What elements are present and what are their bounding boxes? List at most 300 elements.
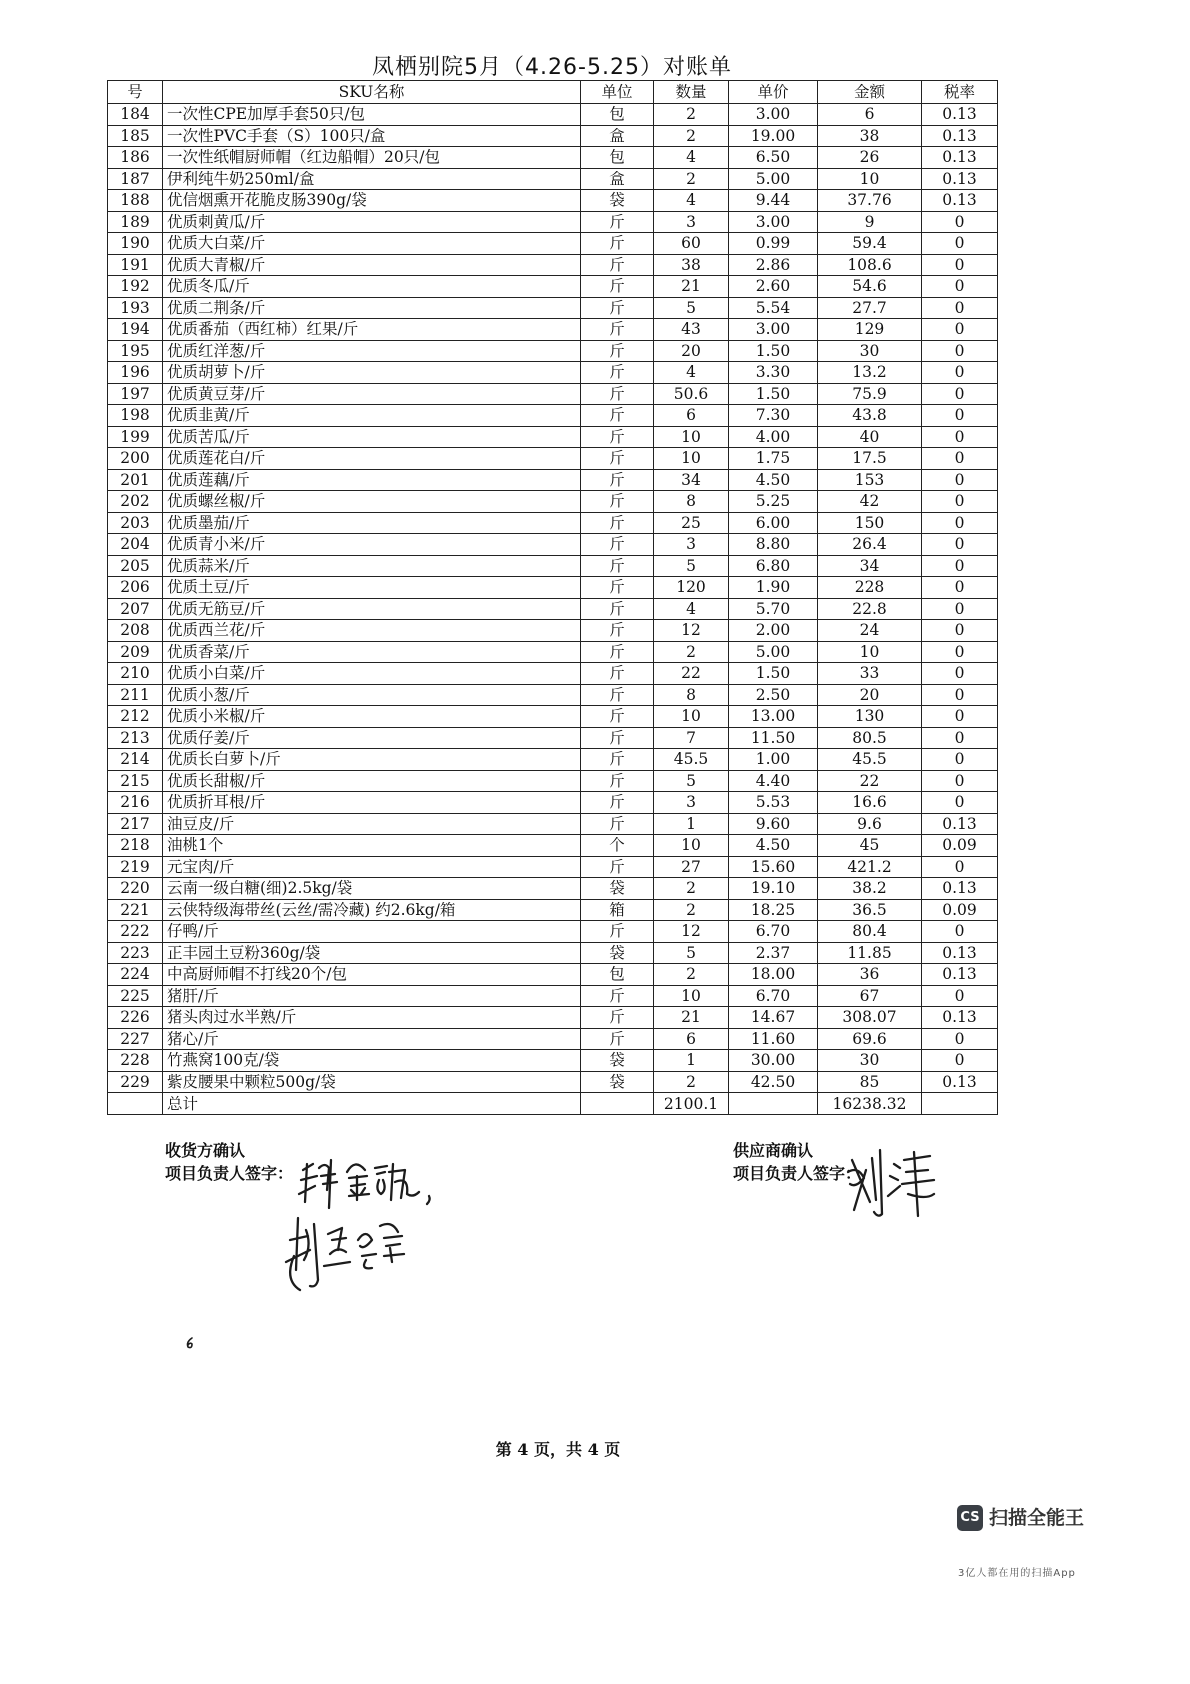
amount: 33 xyxy=(818,663,922,685)
row-number: 203 xyxy=(108,512,163,534)
amount: 22 xyxy=(818,770,922,792)
sku-name: 猪心/斤 xyxy=(163,1028,581,1050)
amount: 16.6 xyxy=(818,792,922,814)
table-row xyxy=(108,598,998,620)
table-row xyxy=(108,577,998,599)
row-number: 225 xyxy=(108,985,163,1007)
sku-name: 紫皮腰果中颗粒500g/袋 xyxy=(163,1071,581,1093)
unit-price: 6.50 xyxy=(729,147,818,169)
table-row xyxy=(108,125,998,147)
table-header xyxy=(108,81,998,104)
sku-name: 优质无筋豆/斤 xyxy=(163,598,581,620)
table-row xyxy=(108,663,998,685)
quantity: 20 xyxy=(654,340,729,362)
table-row xyxy=(108,297,998,319)
sku-name: 猪肝/斤 xyxy=(163,985,581,1007)
tax-rate: 0 xyxy=(922,792,998,814)
unit: 斤 xyxy=(581,770,654,792)
tax-rate: 0.13 xyxy=(922,147,998,169)
row-number: 184 xyxy=(108,104,163,126)
quantity: 8 xyxy=(654,491,729,513)
table-row xyxy=(108,835,998,857)
row-number: 205 xyxy=(108,555,163,577)
unit: 斤 xyxy=(581,254,654,276)
header-tax-rate: 税率 xyxy=(922,81,998,104)
row-number: 215 xyxy=(108,770,163,792)
table-row xyxy=(108,684,998,706)
header-quantity: 数量 xyxy=(654,81,729,104)
unit-price: 3.00 xyxy=(729,104,818,126)
sku-name: 元宝肉/斤 xyxy=(163,856,581,878)
unit: 斤 xyxy=(581,276,654,298)
unit-price: 6.80 xyxy=(729,555,818,577)
row-number: 219 xyxy=(108,856,163,878)
table-row xyxy=(108,1050,998,1072)
row-number: 199 xyxy=(108,426,163,448)
row-number: 201 xyxy=(108,469,163,491)
row-number: 207 xyxy=(108,598,163,620)
table-body xyxy=(108,104,998,1093)
amount: 45 xyxy=(818,835,922,857)
quantity: 34 xyxy=(654,469,729,491)
row-number: 221 xyxy=(108,899,163,921)
table-row xyxy=(108,985,998,1007)
unit: 箱 xyxy=(581,899,654,921)
sku-name: 优质小葱/斤 xyxy=(163,684,581,706)
sku-name: 优质长白萝卜/斤 xyxy=(163,749,581,771)
amount: 108.6 xyxy=(818,254,922,276)
total-unit-price xyxy=(729,1093,818,1115)
quantity: 6 xyxy=(654,1028,729,1050)
sku-name: 优质仔姜/斤 xyxy=(163,727,581,749)
sku-name: 优质刺黄瓜/斤 xyxy=(163,211,581,233)
header-unit: 单位 xyxy=(581,81,654,104)
row-number: 210 xyxy=(108,663,163,685)
unit: 斤 xyxy=(581,319,654,341)
tax-rate: 0 xyxy=(922,1028,998,1050)
amount: 38.2 xyxy=(818,878,922,900)
table-row xyxy=(108,813,998,835)
unit: 袋 xyxy=(581,1050,654,1072)
sku-name: 伊利纯牛奶250ml/盒 xyxy=(163,168,581,190)
unit: 盒 xyxy=(581,168,654,190)
tax-rate: 0 xyxy=(922,319,998,341)
unit-price: 5.00 xyxy=(729,168,818,190)
stray-ink-mark xyxy=(184,1336,196,1350)
quantity: 27 xyxy=(654,856,729,878)
row-number: 185 xyxy=(108,125,163,147)
row-number: 212 xyxy=(108,706,163,728)
row-number: 220 xyxy=(108,878,163,900)
quantity: 10 xyxy=(654,985,729,1007)
amount: 30 xyxy=(818,1050,922,1072)
quantity: 2 xyxy=(654,125,729,147)
table-row xyxy=(108,383,998,405)
unit: 袋 xyxy=(581,1071,654,1093)
amount: 24 xyxy=(818,620,922,642)
table-row xyxy=(108,727,998,749)
tax-rate: 0.09 xyxy=(922,835,998,857)
tax-rate: 0 xyxy=(922,340,998,362)
unit: 袋 xyxy=(581,878,654,900)
header-sku-name: SKU名称 xyxy=(163,81,581,104)
table-row xyxy=(108,448,998,470)
table-row xyxy=(108,706,998,728)
unit: 斤 xyxy=(581,577,654,599)
row-number: 223 xyxy=(108,942,163,964)
unit-price: 18.00 xyxy=(729,964,818,986)
table-row xyxy=(108,104,998,126)
receiver-sign-label: 项目负责人签字： xyxy=(165,1164,294,1183)
unit: 斤 xyxy=(581,448,654,470)
amount: 37.76 xyxy=(818,190,922,212)
total-tax-rate xyxy=(922,1093,998,1115)
unit-price: 5.00 xyxy=(729,641,818,663)
sku-name: 优质小白菜/斤 xyxy=(163,663,581,685)
tax-rate: 0 xyxy=(922,663,998,685)
table-row xyxy=(108,405,998,427)
quantity: 25 xyxy=(654,512,729,534)
unit-price: 19.00 xyxy=(729,125,818,147)
unit-price: 42.50 xyxy=(729,1071,818,1093)
unit: 斤 xyxy=(581,383,654,405)
unit: 盒 xyxy=(581,125,654,147)
unit: 斤 xyxy=(581,211,654,233)
unit: 斤 xyxy=(581,856,654,878)
tax-rate: 0.13 xyxy=(922,878,998,900)
quantity: 8 xyxy=(654,684,729,706)
table-row xyxy=(108,749,998,771)
sku-name: 优质土豆/斤 xyxy=(163,577,581,599)
amount: 17.5 xyxy=(818,448,922,470)
unit-price: 1.50 xyxy=(729,383,818,405)
unit: 袋 xyxy=(581,190,654,212)
unit: 斤 xyxy=(581,297,654,319)
row-number: 191 xyxy=(108,254,163,276)
unit: 斤 xyxy=(581,620,654,642)
amount: 75.9 xyxy=(818,383,922,405)
tax-rate: 0 xyxy=(922,749,998,771)
unit: 斤 xyxy=(581,555,654,577)
sku-name: 优质香菜/斤 xyxy=(163,641,581,663)
tax-rate: 0.09 xyxy=(922,899,998,921)
sku-name: 优质小米椒/斤 xyxy=(163,706,581,728)
unit: 袋 xyxy=(581,942,654,964)
tax-rate: 0 xyxy=(922,706,998,728)
table-row xyxy=(108,340,998,362)
quantity: 22 xyxy=(654,663,729,685)
supplier-heading: 供应商确认 xyxy=(733,1141,814,1160)
header-amount: 金额 xyxy=(818,81,922,104)
unit: 斤 xyxy=(581,749,654,771)
row-number: 209 xyxy=(108,641,163,663)
sku-name: 云南一级白糖(细)2.5kg/袋 xyxy=(163,878,581,900)
unit-price: 4.50 xyxy=(729,835,818,857)
document-title: 凤栖别院5月（4.26-5.25）对账单 xyxy=(372,55,732,80)
tax-rate: 0.13 xyxy=(922,1071,998,1093)
table-row xyxy=(108,254,998,276)
unit: 斤 xyxy=(581,663,654,685)
tax-rate: 0 xyxy=(922,512,998,534)
unit-price: 11.60 xyxy=(729,1028,818,1050)
tax-rate: 0 xyxy=(922,534,998,556)
sku-name: 优质青小米/斤 xyxy=(163,534,581,556)
tax-rate: 0 xyxy=(922,491,998,513)
row-number: 186 xyxy=(108,147,163,169)
quantity: 45.5 xyxy=(654,749,729,771)
total-amount: 16238.32 xyxy=(818,1093,922,1115)
row-number: 218 xyxy=(108,835,163,857)
unit-price: 1.50 xyxy=(729,663,818,685)
tax-rate: 0 xyxy=(922,276,998,298)
row-number: 217 xyxy=(108,813,163,835)
amount: 20 xyxy=(818,684,922,706)
sku-name: 正丰园土豆粉360g/袋 xyxy=(163,942,581,964)
sku-name: 中高厨师帽不打线20个/包 xyxy=(163,964,581,986)
tax-rate: 0 xyxy=(922,448,998,470)
sku-name: 优质折耳根/斤 xyxy=(163,792,581,814)
amount: 9.6 xyxy=(818,813,922,835)
table-row xyxy=(108,641,998,663)
scanner-app-tagline: 3亿人都在用的扫描App xyxy=(958,1568,1076,1579)
row-number: 188 xyxy=(108,190,163,212)
amount: 36.5 xyxy=(818,899,922,921)
row-number: 197 xyxy=(108,383,163,405)
unit-price: 1.00 xyxy=(729,749,818,771)
quantity: 1 xyxy=(654,813,729,835)
unit-price: 19.10 xyxy=(729,878,818,900)
tax-rate: 0 xyxy=(922,770,998,792)
amount: 9 xyxy=(818,211,922,233)
unit-price: 8.80 xyxy=(729,534,818,556)
quantity: 21 xyxy=(654,276,729,298)
amount: 22.8 xyxy=(818,598,922,620)
sku-name: 云侠特级海带丝(云丝/需冷藏) 约2.6kg/箱 xyxy=(163,899,581,921)
unit: 斤 xyxy=(581,340,654,362)
amount: 59.4 xyxy=(818,233,922,255)
table-row xyxy=(108,899,998,921)
unit-price: 3.30 xyxy=(729,362,818,384)
tax-rate: 0 xyxy=(922,233,998,255)
unit-price: 0.99 xyxy=(729,233,818,255)
unit: 斤 xyxy=(581,985,654,1007)
sku-name: 竹燕窝100克/袋 xyxy=(163,1050,581,1072)
quantity: 4 xyxy=(654,362,729,384)
tax-rate: 0 xyxy=(922,577,998,599)
quantity: 10 xyxy=(654,835,729,857)
unit: 斤 xyxy=(581,813,654,835)
unit-price: 7.30 xyxy=(729,405,818,427)
row-number: 189 xyxy=(108,211,163,233)
scanner-app-name: 扫描全能王 xyxy=(989,1507,1085,1529)
sku-name: 优质冬瓜/斤 xyxy=(163,276,581,298)
amount: 34 xyxy=(818,555,922,577)
row-number: 206 xyxy=(108,577,163,599)
tax-rate: 0 xyxy=(922,620,998,642)
unit: 斤 xyxy=(581,233,654,255)
quantity: 3 xyxy=(654,534,729,556)
unit-price: 30.00 xyxy=(729,1050,818,1072)
unit-price: 3.00 xyxy=(729,319,818,341)
amount: 10 xyxy=(818,168,922,190)
unit: 斤 xyxy=(581,362,654,384)
unit-price: 4.50 xyxy=(729,469,818,491)
quantity: 5 xyxy=(654,770,729,792)
unit: 斤 xyxy=(581,534,654,556)
tax-rate: 0 xyxy=(922,856,998,878)
table-row xyxy=(108,921,998,943)
tax-rate: 0 xyxy=(922,211,998,233)
unit-price: 5.25 xyxy=(729,491,818,513)
tax-rate: 0 xyxy=(922,469,998,491)
quantity: 4 xyxy=(654,147,729,169)
tax-rate: 0 xyxy=(922,426,998,448)
unit-price: 1.50 xyxy=(729,340,818,362)
unit: 包 xyxy=(581,147,654,169)
unit: 斤 xyxy=(581,1028,654,1050)
unit-price: 11.50 xyxy=(729,727,818,749)
table-row xyxy=(108,856,998,878)
unit: 斤 xyxy=(581,512,654,534)
tax-rate: 0 xyxy=(922,383,998,405)
sku-name: 仔鸭/斤 xyxy=(163,921,581,943)
amount: 42 xyxy=(818,491,922,513)
unit: 斤 xyxy=(581,405,654,427)
table-row xyxy=(108,878,998,900)
receiver-signature-2 xyxy=(280,1210,415,1296)
sku-name: 优质墨茄/斤 xyxy=(163,512,581,534)
tax-rate: 0.13 xyxy=(922,813,998,835)
sku-name: 优质黄豆芽/斤 xyxy=(163,383,581,405)
unit: 斤 xyxy=(581,727,654,749)
tax-rate: 0 xyxy=(922,921,998,943)
sku-name: 优质莲藕/斤 xyxy=(163,469,581,491)
table-row xyxy=(108,426,998,448)
amount: 26 xyxy=(818,147,922,169)
unit-price: 1.75 xyxy=(729,448,818,470)
table-row xyxy=(108,147,998,169)
table-row xyxy=(108,770,998,792)
amount: 36 xyxy=(818,964,922,986)
quantity: 38 xyxy=(654,254,729,276)
total-row xyxy=(108,1093,998,1115)
quantity: 60 xyxy=(654,233,729,255)
quantity: 4 xyxy=(654,190,729,212)
row-number: 198 xyxy=(108,405,163,427)
quantity: 21 xyxy=(654,1007,729,1029)
quantity: 7 xyxy=(654,727,729,749)
unit-price: 5.53 xyxy=(729,792,818,814)
unit-price: 2.86 xyxy=(729,254,818,276)
table-row xyxy=(108,1007,998,1029)
quantity: 12 xyxy=(654,620,729,642)
header-row-number: 号 xyxy=(108,81,163,104)
table-row xyxy=(108,233,998,255)
statement-table xyxy=(107,80,998,1115)
sku-name: 优质蒜米/斤 xyxy=(163,555,581,577)
amount: 10 xyxy=(818,641,922,663)
unit-price: 9.44 xyxy=(729,190,818,212)
header-row xyxy=(108,81,998,104)
row-number: 224 xyxy=(108,964,163,986)
table-row xyxy=(108,942,998,964)
unit: 斤 xyxy=(581,1007,654,1029)
amount: 11.85 xyxy=(818,942,922,964)
unit-price: 5.54 xyxy=(729,297,818,319)
table-row xyxy=(108,491,998,513)
unit-price: 2.37 xyxy=(729,942,818,964)
quantity: 43 xyxy=(654,319,729,341)
table-row xyxy=(108,211,998,233)
tax-rate: 0.13 xyxy=(922,1007,998,1029)
quantity: 3 xyxy=(654,211,729,233)
unit: 斤 xyxy=(581,921,654,943)
tax-rate: 0.13 xyxy=(922,964,998,986)
sku-name: 优质韭黄/斤 xyxy=(163,405,581,427)
table-row xyxy=(108,620,998,642)
amount: 67 xyxy=(818,985,922,1007)
unit-price: 4.40 xyxy=(729,770,818,792)
quantity: 5 xyxy=(654,297,729,319)
unit-price: 2.60 xyxy=(729,276,818,298)
amount: 421.2 xyxy=(818,856,922,878)
tax-rate: 0.13 xyxy=(922,942,998,964)
tax-rate: 0 xyxy=(922,297,998,319)
quantity: 120 xyxy=(654,577,729,599)
row-number: 228 xyxy=(108,1050,163,1072)
receiver-signature-1 xyxy=(295,1150,440,1212)
table-row xyxy=(108,534,998,556)
amount: 228 xyxy=(818,577,922,599)
total-unit xyxy=(581,1093,654,1115)
sku-name: 油豆皮/斤 xyxy=(163,813,581,835)
total-label: 总计 xyxy=(163,1093,581,1115)
table-row xyxy=(108,1028,998,1050)
quantity: 2 xyxy=(654,168,729,190)
amount: 150 xyxy=(818,512,922,534)
amount: 153 xyxy=(818,469,922,491)
table-row xyxy=(108,276,998,298)
supplier-sign-label: 项目负责人签字： xyxy=(733,1164,862,1183)
scanner-logo-icon: CS xyxy=(957,1505,983,1531)
amount: 6 xyxy=(818,104,922,126)
table-row xyxy=(108,964,998,986)
row-number: 211 xyxy=(108,684,163,706)
amount: 45.5 xyxy=(818,749,922,771)
unit-price: 13.00 xyxy=(729,706,818,728)
unit: 包 xyxy=(581,104,654,126)
row-number: 226 xyxy=(108,1007,163,1029)
row-number: 192 xyxy=(108,276,163,298)
unit-price: 14.67 xyxy=(729,1007,818,1029)
quantity: 10 xyxy=(654,448,729,470)
quantity: 2 xyxy=(654,964,729,986)
row-number: 202 xyxy=(108,491,163,513)
row-number: 229 xyxy=(108,1071,163,1093)
row-number: 187 xyxy=(108,168,163,190)
unit: 斤 xyxy=(581,491,654,513)
total-quantity: 2100.1 xyxy=(654,1093,729,1115)
amount: 40 xyxy=(818,426,922,448)
sku-name: 优质苦瓜/斤 xyxy=(163,426,581,448)
row-number: 216 xyxy=(108,792,163,814)
tax-rate: 0 xyxy=(922,405,998,427)
quantity: 2 xyxy=(654,1071,729,1093)
unit-price: 2.00 xyxy=(729,620,818,642)
amount: 80.4 xyxy=(818,921,922,943)
table-row xyxy=(108,792,998,814)
row-number: 193 xyxy=(108,297,163,319)
